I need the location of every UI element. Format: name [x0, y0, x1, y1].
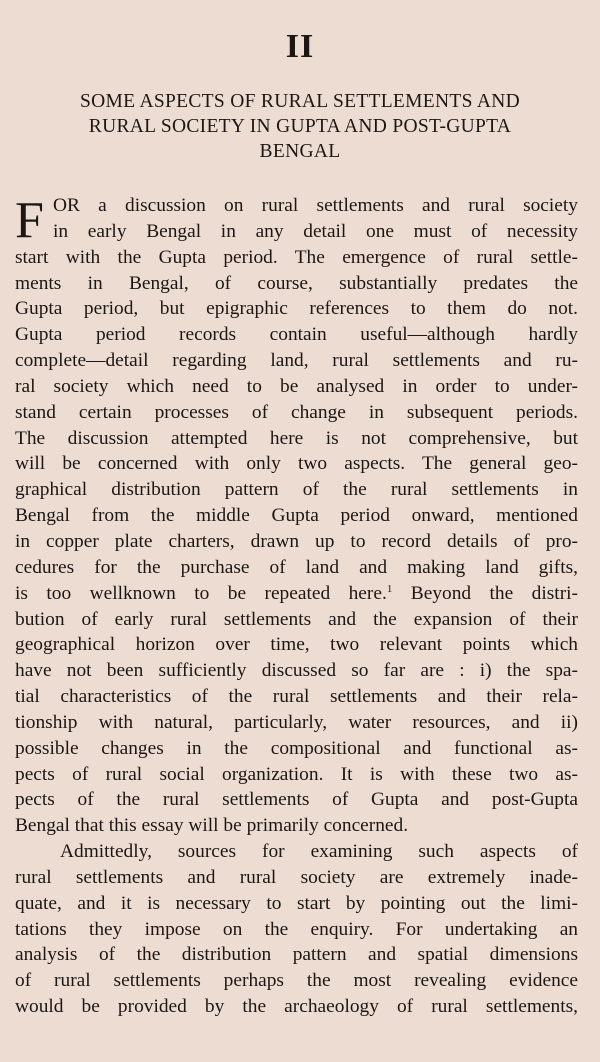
- text-line: Gupta period records contain useful—although hardly: [15, 324, 578, 346]
- text-line: The discussion attempted here is not comprehensive, but: [15, 427, 578, 449]
- text-line: Bengal from the middle Gupta period onward, mentioned: [15, 505, 578, 527]
- text-line: quate, and it is necessary to start by pointing out the limi-: [15, 892, 578, 914]
- chapter-number: II: [285, 28, 315, 65]
- text-line: tations they impose on the enquiry. For undertaking an: [15, 918, 578, 940]
- text-segment: Beyond the distri-: [392, 582, 578, 604]
- text-line: in copper plate charters, drawn up to record details of pro-: [15, 530, 578, 552]
- text-line: Gupta period, but epigraphic references to them do not.: [15, 298, 578, 320]
- text-line: of rural settlements perhaps the most revealing evidence: [15, 970, 578, 992]
- chapter-title-line: BENGAL: [259, 141, 341, 162]
- footnote-ref[interactable]: 1: [386, 582, 393, 595]
- text-line: tial characteristics of the rural settlements and their rela-: [15, 686, 578, 708]
- text-line: in early Bengal in any detail one must of necessity: [53, 220, 578, 242]
- text-line: tionship with natural, particularly, water resources, and ii): [15, 711, 578, 733]
- text-line: ral society which need to be analysed in order to under-: [15, 375, 578, 397]
- chapter-title-line: RURAL SOCIETY IN GUPTA AND POST-GUPTA: [88, 116, 512, 137]
- text-segment: is too wellknown to be repeated here.: [15, 582, 387, 604]
- text-line: possible changes in the compositional and functional as-: [15, 737, 578, 759]
- text-line: Admittedly, sources for examining such aspects of: [60, 841, 578, 863]
- text-line: Bengal that this essay will be primarily concerned.: [15, 815, 409, 837]
- text-line: geographical horizon over time, two relevant points which: [15, 634, 578, 656]
- text-line: cedures for the purchase of land and making land gifts,: [15, 556, 578, 578]
- text-line: have not been sufficiently discussed so far are : i) the spa-: [15, 660, 578, 682]
- text-line-with-footnote: [15, 581, 578, 607]
- text-line: pects of the rural settlements of Gupta and post-Gupta: [15, 789, 578, 811]
- text-line: complete—detail regarding land, rural settlements and ru-: [15, 350, 578, 372]
- text-line: graphical distribution pattern of the rural settlements in: [15, 479, 578, 501]
- text-line: will be concerned with only two aspects. The general geo-: [15, 453, 578, 475]
- chapter-title: [22, 89, 578, 164]
- text-line: ments in Bengal, of course, substantially predates the: [15, 272, 578, 294]
- text-line: start with the Gupta period. The emergence of rural settle-: [15, 246, 578, 268]
- text-line: stand certain processes of change in subsequent periods.: [15, 401, 578, 423]
- text-line: would be provided by the archaeology of rural settlements,: [15, 996, 578, 1018]
- text-line: analysis of the distribution pattern and spatial dimensions: [15, 944, 578, 966]
- drop-cap: F: [15, 192, 44, 249]
- text-line: rural settlements and rural society are extremely inade-: [15, 866, 578, 888]
- body-text: [15, 193, 578, 1020]
- chapter-title-line: SOME ASPECTS OF RURAL SETTLEMENTS AND: [80, 91, 520, 112]
- text-line: pects of rural social organization. It is with these two as-: [15, 763, 578, 785]
- text-line: OR a discussion on rural settlements and rural society: [53, 195, 578, 216]
- text-line: bution of early rural settlements and the expansion of their: [15, 608, 578, 630]
